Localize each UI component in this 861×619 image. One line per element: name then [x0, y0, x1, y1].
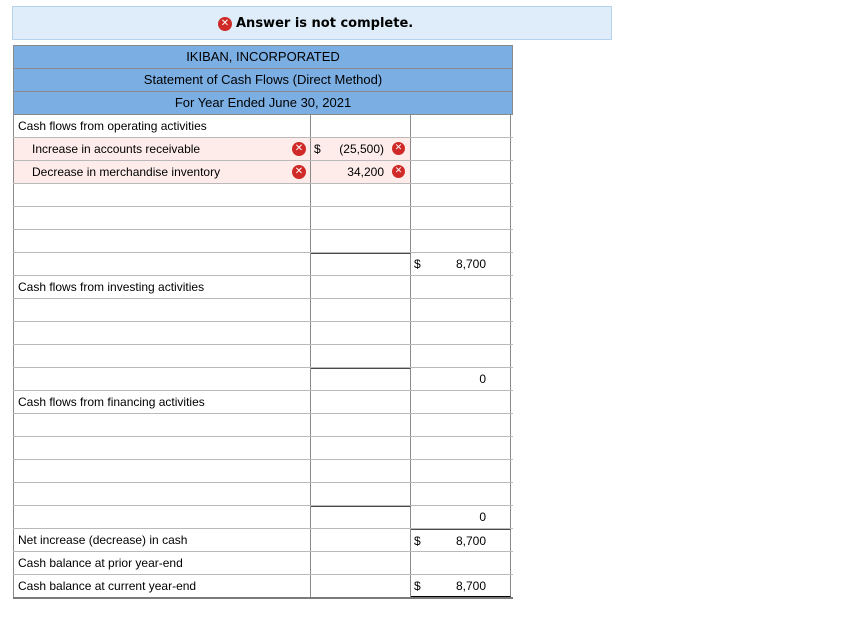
amount-input-cell[interactable] — [311, 322, 411, 344]
total-input-cell[interactable] — [411, 115, 511, 137]
amount-input-cell[interactable] — [311, 138, 411, 160]
total-input-cell[interactable] — [411, 391, 511, 413]
row-label-cell — [13, 529, 311, 551]
amount-input-cell[interactable] — [311, 345, 411, 367]
row-label-cell[interactable] — [13, 253, 311, 275]
amount-value: 34,200 — [347, 165, 384, 179]
table-row — [13, 322, 513, 345]
total-input-cell[interactable] — [411, 207, 511, 229]
row-label-cell — [13, 575, 311, 597]
statement-header — [13, 45, 513, 115]
close-circle-icon: ✕ — [392, 142, 405, 155]
table-row — [13, 368, 513, 391]
total-value: 8,700 — [455, 257, 486, 271]
row-label: Cash flows from operating activities — [18, 119, 207, 133]
total-value: 0 — [479, 372, 486, 386]
table-row — [13, 483, 513, 506]
currency-symbol: $ — [314, 142, 321, 156]
row-label: Cash flows from investing activities — [18, 280, 205, 294]
company-name: IKIBAN, INCORPORATED — [14, 46, 512, 69]
statement-title: Statement of Cash Flows (Direct Method) — [14, 69, 512, 92]
row-label-cell — [13, 552, 311, 574]
row-label: Net increase (decrease) in cash — [18, 533, 188, 547]
total-input-cell[interactable] — [411, 529, 511, 551]
answer-status-banner — [12, 6, 612, 40]
total-value: 8,700 — [455, 534, 486, 548]
total-input-cell[interactable] — [411, 552, 511, 574]
total-input-cell[interactable] — [411, 506, 511, 528]
table-row — [13, 299, 513, 322]
table-row — [13, 115, 513, 138]
table-row — [13, 253, 513, 276]
row-label: Cash balance at prior year-end — [18, 556, 183, 570]
row-label-cell[interactable] — [13, 207, 311, 229]
total-input-cell[interactable] — [411, 368, 511, 390]
total-input-cell[interactable] — [411, 437, 511, 459]
amount-input-cell[interactable] — [311, 115, 411, 137]
table-row — [13, 345, 513, 368]
row-label-cell[interactable] — [13, 345, 311, 367]
row-label: Decrease in merchandise inventory — [32, 165, 221, 179]
amount-input-cell[interactable] — [311, 414, 411, 436]
amount-input-cell[interactable] — [311, 529, 411, 551]
currency-symbol: $ — [414, 257, 421, 271]
close-circle-icon: ✕ — [292, 142, 306, 156]
table-row — [13, 207, 513, 230]
total-input-cell[interactable] — [411, 138, 511, 160]
row-label-cell[interactable] — [13, 414, 311, 436]
row-label-cell[interactable] — [13, 460, 311, 482]
amount-input-cell[interactable] — [311, 207, 411, 229]
close-circle-icon: ✕ — [218, 17, 232, 31]
total-input-cell[interactable] — [411, 184, 511, 206]
amount-input-cell[interactable] — [311, 506, 411, 528]
close-circle-icon: ✕ — [392, 165, 405, 178]
total-input-cell[interactable] — [411, 460, 511, 482]
total-input-cell[interactable] — [411, 161, 511, 183]
amount-input-cell[interactable] — [311, 483, 411, 505]
row-label-cell[interactable] — [13, 368, 311, 390]
row-label-cell[interactable] — [13, 184, 311, 206]
amount-input-cell[interactable] — [311, 161, 411, 183]
total-value: 0 — [479, 510, 486, 524]
row-label-cell[interactable] — [13, 230, 311, 252]
total-input-cell[interactable] — [411, 575, 511, 597]
amount-input-cell[interactable] — [311, 460, 411, 482]
table-row — [13, 460, 513, 483]
total-input-cell[interactable] — [411, 345, 511, 367]
row-label: Increase in accounts receivable — [32, 142, 201, 156]
total-value: 8,700 — [455, 579, 486, 593]
row-label-cell[interactable] — [13, 299, 311, 321]
amount-value: (25,500) — [339, 142, 384, 156]
table-row — [13, 506, 513, 529]
total-input-cell[interactable] — [411, 322, 511, 344]
row-label-cell[interactable] — [13, 437, 311, 459]
row-label-cell — [13, 391, 311, 413]
table-row — [13, 437, 513, 460]
total-input-cell[interactable] — [411, 230, 511, 252]
table-row — [13, 276, 513, 299]
total-input-cell[interactable] — [411, 253, 511, 275]
amount-input-cell[interactable] — [311, 391, 411, 413]
row-label-cell[interactable] — [13, 138, 311, 160]
row-label: Cash balance at current year-end — [18, 579, 197, 593]
close-circle-icon: ✕ — [292, 165, 306, 179]
row-label-cell[interactable] — [13, 322, 311, 344]
cash-flow-statement-table — [13, 45, 513, 599]
row-label: Cash flows from financing activities — [18, 395, 205, 409]
currency-symbol: $ — [414, 534, 421, 548]
amount-input-cell[interactable] — [311, 368, 411, 390]
amount-input-cell[interactable] — [311, 184, 411, 206]
amount-input-cell[interactable] — [311, 253, 411, 275]
table-row — [13, 529, 513, 552]
table-row — [13, 161, 513, 184]
amount-input-cell[interactable] — [311, 276, 411, 298]
total-input-cell[interactable] — [411, 414, 511, 436]
row-label-cell — [13, 276, 311, 298]
amount-input-cell[interactable] — [311, 552, 411, 574]
table-row — [13, 230, 513, 253]
currency-symbol: $ — [414, 579, 421, 593]
table-row — [13, 552, 513, 575]
table-row — [13, 575, 513, 599]
table-row — [13, 391, 513, 414]
banner-text: Answer is not complete. — [236, 16, 414, 31]
table-row — [13, 138, 513, 161]
amount-input-cell[interactable] — [311, 437, 411, 459]
table-row — [13, 184, 513, 207]
total-input-cell[interactable] — [411, 299, 511, 321]
row-label-cell[interactable] — [13, 483, 311, 505]
amount-input-cell[interactable] — [311, 575, 411, 597]
amount-input-cell[interactable] — [311, 230, 411, 252]
row-label-cell[interactable] — [13, 161, 311, 183]
row-label-cell — [13, 115, 311, 137]
statement-period: For Year Ended June 30, 2021 — [14, 92, 512, 115]
statement-body — [13, 115, 513, 599]
table-row — [13, 414, 513, 437]
total-input-cell[interactable] — [411, 276, 511, 298]
row-label-cell[interactable] — [13, 506, 311, 528]
total-input-cell[interactable] — [411, 483, 511, 505]
amount-input-cell[interactable] — [311, 299, 411, 321]
